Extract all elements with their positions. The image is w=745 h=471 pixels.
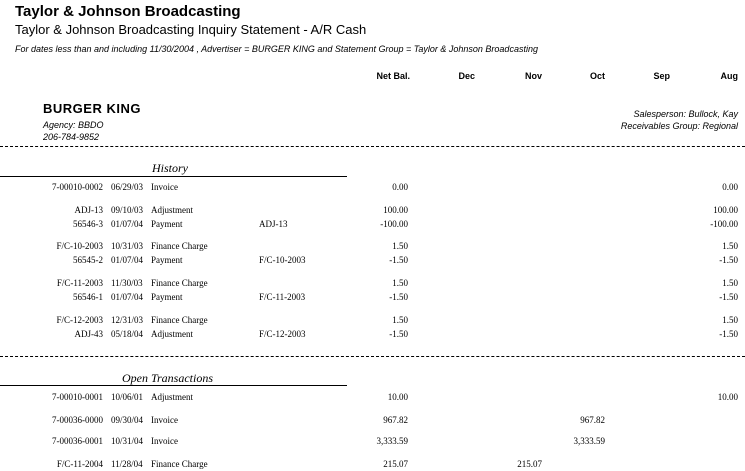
cell-net-bal: 10.00 bbox=[387, 392, 408, 402]
cell-type: Finance Charge bbox=[151, 315, 208, 325]
advertiser-name: BURGER KING bbox=[43, 101, 141, 116]
cell-net-bal: 0.00 bbox=[392, 182, 408, 192]
cell-type: Invoice bbox=[151, 415, 178, 425]
cell-aug: -1.50 bbox=[719, 255, 738, 265]
col-sep: Sep bbox=[653, 71, 670, 81]
section-title-history: History bbox=[152, 161, 188, 175]
cell-net-bal: 215.07 bbox=[383, 459, 408, 469]
table-row bbox=[0, 241, 745, 253]
advertiser-phone: 206-784-9852 bbox=[43, 132, 100, 142]
advertiser-divider bbox=[0, 146, 745, 147]
table-row bbox=[0, 329, 745, 341]
cell-aug: 1.50 bbox=[722, 241, 738, 251]
cell-doc: 7-00036-0001 bbox=[52, 436, 103, 446]
cell-type: Invoice bbox=[151, 182, 178, 192]
table-row bbox=[0, 315, 745, 327]
cell-ref: ADJ-13 bbox=[259, 219, 288, 229]
cell-type: Adjustment bbox=[151, 205, 193, 215]
col-net-bal: Net Bal. bbox=[376, 71, 410, 81]
cell-type: Finance Charge bbox=[151, 459, 208, 469]
section-divider bbox=[0, 356, 745, 357]
table-row bbox=[0, 415, 745, 427]
cell-type: Finance Charge bbox=[151, 278, 208, 288]
table-row bbox=[0, 278, 745, 290]
cell-ref: F/C-11-2003 bbox=[259, 292, 306, 302]
table-row bbox=[0, 205, 745, 217]
cell-type: Adjustment bbox=[151, 329, 193, 339]
cell-oct: 3,333.59 bbox=[573, 436, 605, 446]
cell-net-bal: 967.82 bbox=[383, 415, 408, 425]
cell-date: 09/30/04 bbox=[111, 415, 144, 425]
cell-ref: F/C-12-2003 bbox=[259, 329, 306, 339]
cell-doc: 56545-2 bbox=[73, 255, 103, 265]
company-title: Taylor & Johnson Broadcasting bbox=[15, 3, 241, 20]
cell-date: 01/07/04 bbox=[111, 292, 144, 302]
table-row bbox=[0, 255, 745, 267]
section-rule-history bbox=[0, 176, 347, 177]
cell-date: 10/31/04 bbox=[111, 436, 144, 446]
col-aug: Aug bbox=[720, 71, 738, 81]
cell-type: Finance Charge bbox=[151, 241, 208, 251]
cell-date: 11/30/03 bbox=[111, 278, 143, 288]
advertiser-agency: Agency: BBDO bbox=[43, 120, 104, 130]
table-row bbox=[0, 292, 745, 304]
section-rule-open bbox=[0, 385, 347, 386]
cell-doc: 7-00036-0000 bbox=[52, 415, 103, 425]
cell-date: 01/07/04 bbox=[111, 255, 144, 265]
cell-date: 12/31/03 bbox=[111, 315, 144, 325]
report-subtitle: Taylor & Johnson Broadcasting Inquiry Statement - A/R Cash bbox=[15, 22, 367, 37]
cell-doc: 56546-1 bbox=[73, 292, 103, 302]
table-row bbox=[0, 436, 745, 448]
cell-aug: 1.50 bbox=[722, 278, 738, 288]
cell-aug: -100.00 bbox=[710, 219, 738, 229]
cell-doc: F/C-11-2003 bbox=[56, 278, 103, 288]
cell-doc: F/C-10-2003 bbox=[56, 241, 103, 251]
col-oct: Oct bbox=[589, 71, 605, 81]
cell-ref: F/C-10-2003 bbox=[259, 255, 306, 265]
cell-net-bal: 1.50 bbox=[392, 315, 408, 325]
cell-date: 09/10/03 bbox=[111, 205, 144, 215]
table-row bbox=[0, 219, 745, 231]
cell-net-bal: -1.50 bbox=[389, 255, 408, 265]
cell-net-bal: -1.50 bbox=[389, 292, 408, 302]
table-row bbox=[0, 392, 745, 404]
report-filter: For dates less than and including 11/30/2004 , Advertiser = BURGER KING and Statement Group = Taylor & Johnson Broadcasting bbox=[15, 44, 538, 54]
cell-aug: 0.00 bbox=[722, 182, 738, 192]
cell-type: Adjustment bbox=[151, 392, 193, 402]
receivables-group: Receivables Group: Regional bbox=[620, 121, 738, 131]
cell-type: Payment bbox=[151, 292, 183, 302]
cell-net-bal: -1.50 bbox=[389, 329, 408, 339]
cell-date: 05/18/04 bbox=[111, 329, 144, 339]
cell-doc: F/C-12-2003 bbox=[56, 315, 103, 325]
cell-date: 10/31/03 bbox=[111, 241, 144, 251]
cell-nov: 215.07 bbox=[517, 459, 542, 469]
section-title-open: Open Transactions bbox=[122, 371, 214, 385]
cell-doc: 56546-3 bbox=[73, 219, 103, 229]
cell-date: 10/06/01 bbox=[111, 392, 144, 402]
cell-net-bal: 1.50 bbox=[392, 278, 408, 288]
cell-type: Invoice bbox=[151, 436, 178, 446]
cell-doc: 7-00010-0002 bbox=[52, 182, 103, 192]
cell-date: 11/28/04 bbox=[111, 459, 143, 469]
cell-aug: -1.50 bbox=[719, 329, 738, 339]
cell-doc: ADJ-43 bbox=[74, 329, 103, 339]
cell-aug: 1.50 bbox=[722, 315, 738, 325]
cell-net-bal: -100.00 bbox=[380, 219, 408, 229]
salesperson: Salesperson: Bullock, Kay bbox=[633, 109, 738, 119]
cell-net-bal: 100.00 bbox=[383, 205, 408, 215]
cell-net-bal: 1.50 bbox=[392, 241, 408, 251]
col-dec: Dec bbox=[458, 71, 475, 81]
cell-aug: -1.50 bbox=[719, 292, 738, 302]
cell-net-bal: 3,333.59 bbox=[376, 436, 408, 446]
table-row bbox=[0, 182, 745, 194]
cell-aug: 10.00 bbox=[717, 392, 738, 402]
cell-doc: 7-00010-0001 bbox=[52, 392, 103, 402]
cell-date: 01/07/04 bbox=[111, 219, 144, 229]
cell-type: Payment bbox=[151, 255, 183, 265]
cell-doc: ADJ-13 bbox=[74, 205, 103, 215]
cell-date: 06/29/03 bbox=[111, 182, 144, 192]
cell-aug: 100.00 bbox=[713, 205, 738, 215]
cell-type: Payment bbox=[151, 219, 183, 229]
cell-oct: 967.82 bbox=[580, 415, 605, 425]
col-nov: Nov bbox=[524, 71, 542, 81]
cell-doc: F/C-11-2004 bbox=[56, 459, 103, 469]
table-row bbox=[0, 459, 745, 471]
